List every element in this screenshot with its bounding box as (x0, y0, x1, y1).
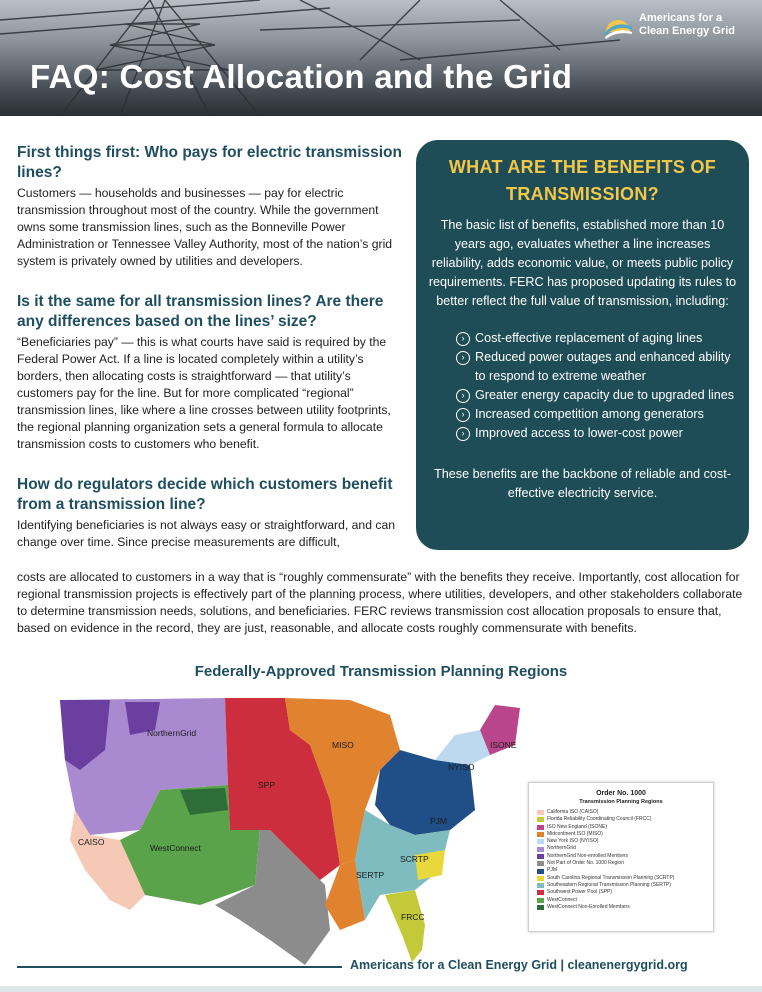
map-label-spp: SPP (258, 780, 276, 790)
brand-logo[interactable] (603, 10, 735, 40)
logo-line-2: Clean Energy Grid (639, 25, 735, 37)
legend-item (537, 824, 705, 831)
header-banner (0, 0, 762, 116)
legend-label: Not Part of Order No. 1000 Region (547, 860, 624, 867)
legend-item (537, 845, 705, 852)
legend-item (537, 867, 705, 874)
benefits-outro: These benefits are the backbone of reliable and cost-effective electricity service. (434, 467, 731, 500)
benefit-item (456, 424, 737, 443)
map-label-westconnect: WestConnect (150, 843, 201, 853)
benefit-item (456, 348, 737, 386)
faq-answer-3: Identifying beneficiaries is not always easy or straightforward, and can change over time. Since precise measurements are difficult, (17, 518, 396, 549)
faq-question-3: How do regulators decide which customers benefit from a transmission line? (17, 476, 393, 513)
bottom-bar (0, 986, 762, 992)
legend-item (537, 809, 705, 816)
legend-swatch (537, 869, 544, 874)
legend-item (537, 831, 705, 838)
benefit-item (456, 329, 737, 348)
legend-label: ISO New England (ISONE) (547, 823, 608, 830)
legend-title: Order No. 1000 (596, 790, 646, 797)
footer-text[interactable]: Americans for a Clean Energy Grid | cleanenergygrid.org (350, 958, 688, 972)
legend-label: NorthernGrid (547, 845, 576, 852)
legend-label: WestConnect (547, 896, 577, 903)
legend-swatch (537, 890, 544, 895)
legend-swatch (537, 861, 544, 866)
legend-item (537, 897, 705, 904)
legend-item (537, 889, 705, 896)
map-label-northerngrid: NorthernGrid (147, 728, 197, 738)
region-frcc (385, 890, 425, 962)
chevron-right-icon: › (456, 427, 470, 441)
sun-grid-logo-icon (603, 10, 633, 40)
legend-swatch (537, 825, 544, 830)
legend-item (537, 838, 705, 845)
legend-rows (537, 809, 705, 911)
benefit-item (456, 386, 737, 405)
chevron-right-icon: › (456, 332, 470, 346)
legend-label: Midcontinent ISO (MISO) (547, 830, 603, 837)
chevron-right-icon: › (456, 351, 470, 365)
footer-divider (17, 966, 342, 968)
legend-item (537, 875, 705, 882)
legend-item (537, 853, 705, 860)
map-label-pjm: PJM (430, 816, 447, 826)
map-title: Federally-Approved Transmission Planning Regions (194, 663, 568, 680)
legend-label: PJM (547, 867, 557, 874)
faq-question-2: Is it the same for all transmission lines? Are there any differences based on the lines’ size? (17, 293, 384, 330)
legend-swatch (537, 810, 544, 815)
legend-label: Florida Reliability Coordinating Council (FRCC) (547, 816, 652, 823)
benefits-box (416, 140, 749, 550)
benefit-text: Increased competition among generators (475, 407, 704, 421)
legend-item (537, 860, 705, 867)
legend-swatch (537, 839, 544, 844)
cost-allocation-paragraph: costs are allocated to customers in a way that is “roughly commensurate” with the benefits they receive. Importantly, cost allocation for regional transmission projects is effectively part of the planning process, where utilities, developers, and other stakeholders collaborate to determine transmission needs, solutions, and beneficiaries. FERC reviews transmission cost allocation proposals to ensure that, based on evidence in the record, they are just, reasonable, and allocate costs roughly commensurate with benefits. (17, 570, 743, 635)
benefit-text: Cost-effective replacement of aging lines (475, 331, 703, 345)
benefits-list (456, 329, 737, 443)
map-label-frcc: FRCC (401, 912, 425, 922)
region-nyiso (435, 730, 490, 765)
legend-swatch (537, 905, 544, 910)
legend-swatch (537, 817, 544, 822)
benefits-intro: The basic list of benefits, established more than 10 years ago, evaluates whether a line increases reliability, adds economic value, or meets public policy requirements. FERC has proposed updating its rules to better reflect the full value of transmission, including: (428, 218, 737, 308)
map-label-caiso: CAISO (78, 837, 105, 847)
faq-answer-1: Customers — households and businesses — pay for electric transmission throughout most of the country. While the government owns some transmission lines, such as the Bonneville Power Administration or Tennessee Valley Authority, most of the nation’s grid system is privately owned by utilities and developers. (17, 186, 393, 268)
chevron-right-icon: › (456, 389, 470, 403)
chevron-right-icon: › (456, 408, 470, 422)
map-label-nyiso: NYISO (448, 762, 475, 772)
map-label-sertp: SERTP (356, 870, 385, 880)
benefit-text: Improved access to lower-cost power (475, 426, 683, 440)
map-label-scrtp: SCRTP (400, 854, 429, 864)
benefits-title: WHAT ARE THE BENEFITS OF TRANSMISSION? (448, 157, 717, 204)
legend-label: WestConnect Non-Enrolled Members (547, 903, 630, 910)
legend-label: California ISO (CAISO) (547, 809, 599, 815)
benefit-text: Greater energy capacity due to upgraded lines (475, 388, 735, 402)
faq-question-1: First things first: Who pays for electric transmission lines? (17, 144, 402, 181)
legend-item (537, 816, 705, 823)
legend-item (537, 882, 705, 889)
legend-label: South Carolina Regional Transmission Planning (SCRTP) (547, 874, 675, 881)
legend-swatch (537, 876, 544, 881)
map-label-isone: ISONE (490, 740, 517, 750)
legend-item (537, 904, 705, 911)
benefit-item (456, 405, 737, 424)
legend-subtitle: Transmission Planning Regions (579, 799, 663, 805)
benefit-text: Reduced power outages and enhanced ability to respond to extreme weather (475, 350, 731, 383)
legend-swatch (537, 854, 544, 859)
legend-swatch (537, 883, 544, 888)
logo-line-1: Americans for a (639, 12, 723, 24)
transmission-regions-map (50, 690, 590, 970)
legend-swatch (537, 898, 544, 903)
legend-label: Southeastern Regional Transmission Planning (SERTP) (547, 881, 671, 888)
legend-swatch (537, 832, 544, 837)
legend-label: New York ISO (NYISO) (547, 838, 599, 845)
map-label-miso: MISO (332, 740, 354, 750)
legend-label: NorthernGrid Non-enrolled Members (547, 852, 629, 859)
faq-column (17, 143, 407, 551)
legend-swatch (537, 847, 544, 852)
legend-label: Southwest Power Pool (SPP) (547, 889, 613, 896)
faq-answer-2: “Beneficiaries pay” — this is what courts have said is required by the Federal Power Act. If a line is located completely within a utility’s borders, then allocating costs is straightforward — that utility’s customers pay for the line. But for more complicated “regional” transmission lines, like where a line crosses between utility footprints, the regional planning organization sets a general formula to allocate transmission costs to customers who benefit. (17, 335, 391, 451)
page-title: FAQ: Cost Allocation and the Grid (30, 58, 573, 95)
map-legend (528, 782, 714, 932)
